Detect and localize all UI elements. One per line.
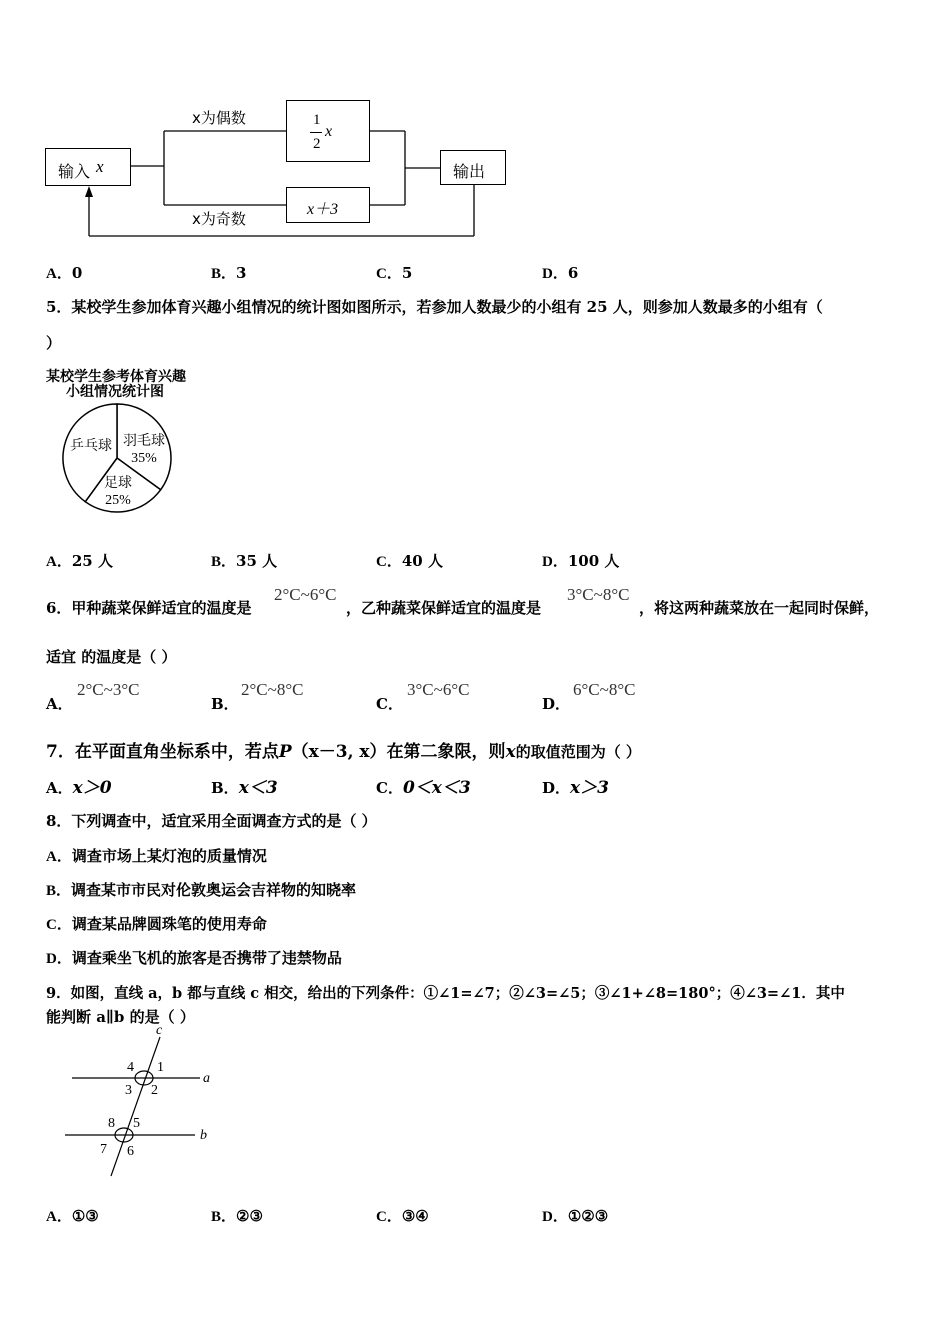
- q7-option-c[interactable]: [376, 773, 471, 798]
- option-letter: D．: [542, 554, 568, 570]
- even-process-box: [286, 100, 370, 162]
- q9-option-c[interactable]: [376, 1205, 429, 1226]
- parallel-lines-figure: [55, 1020, 225, 1180]
- option-text: 25 人: [71, 552, 113, 570]
- chart-title-line2: 小组情况统计图: [66, 384, 164, 400]
- q6-range2: 3°C~8°C: [567, 585, 630, 604]
- q7-stem-post: 的取值范围为（ ）: [515, 743, 641, 761]
- option-text: 调查某品牌圆珠笔的使用寿命: [71, 915, 267, 933]
- fraction-numerator: 1: [313, 112, 321, 128]
- q7-option-d[interactable]: [542, 773, 609, 798]
- option-text: 6: [567, 264, 579, 282]
- option-text: 3: [236, 264, 247, 282]
- q5-option-a[interactable]: [46, 550, 113, 571]
- angle-1: 1: [157, 1060, 164, 1075]
- option-text: 35 人: [236, 552, 278, 570]
- q8-option-c[interactable]: [46, 913, 267, 934]
- option-text: 调查某市市民对伦敦奥运会吉祥物的知晓率: [71, 881, 357, 899]
- q7-option-b[interactable]: [211, 773, 278, 798]
- slice-label-football: 足球: [104, 476, 132, 491]
- q7-option-a[interactable]: [46, 773, 112, 798]
- even-process-var: x: [325, 123, 333, 140]
- even-branch-label: x为偶数: [192, 109, 246, 127]
- q7-var: x: [505, 742, 516, 762]
- q4-option-a[interactable]: [46, 262, 82, 283]
- q4-option-b[interactable]: [211, 262, 246, 283]
- output-label: 输出: [453, 162, 486, 181]
- angle-3: 3: [125, 1083, 132, 1098]
- option-letter: B．: [211, 266, 237, 282]
- option-text: 调查市场上某灯泡的质量情况: [71, 847, 267, 865]
- slice-label-badminton: 羽毛球: [123, 434, 165, 449]
- option-letter: C．: [376, 266, 402, 282]
- q8-option-a[interactable]: [46, 845, 267, 866]
- output-box: [440, 150, 506, 185]
- option-text: x＜3: [238, 778, 278, 798]
- option-letter: D．: [542, 779, 571, 797]
- q6-stem-line2: 适宜 的温度是（ ）: [46, 648, 177, 666]
- input-label: 输入: [58, 162, 91, 181]
- option-text: 5: [401, 264, 413, 282]
- q5-stem-line1: 5．某校学生参加体育兴趣小组情况的统计图如图所示，若参加人数最少的小组有 25 人，则参加人数最多的小组有（: [46, 298, 823, 316]
- q7-stem-mid: 在第二象限，则: [386, 742, 506, 762]
- option-letter: C．: [376, 779, 403, 797]
- option-letter: B．: [211, 695, 239, 713]
- chart-title-line1: 某校学生参考体育兴趣: [46, 369, 186, 385]
- q5-option-d[interactable]: [542, 550, 619, 571]
- q7-stem: [46, 737, 641, 762]
- option-text: ①③: [71, 1207, 99, 1225]
- label-c: c: [156, 1023, 163, 1038]
- q6-range1: 2°C~6°C: [274, 585, 337, 604]
- option-text: x＞3: [570, 778, 609, 798]
- q6-stem-part2: ，乙种蔬菜保鲜适宜的温度是: [346, 599, 542, 617]
- q4-option-c[interactable]: [376, 262, 412, 283]
- option-text: 0＜x＜3: [402, 778, 471, 798]
- option-letter: D．: [542, 695, 571, 713]
- option-text: 2°C~8°C: [241, 680, 304, 699]
- q7-stem-pre: 7．在平面直角坐标系中，若点: [46, 742, 279, 762]
- q8-option-b[interactable]: [46, 879, 356, 900]
- q7-point: P: [278, 742, 292, 762]
- angle-2: 2: [151, 1083, 158, 1098]
- flowchart-lines: [0, 0, 950, 250]
- label-a: a: [203, 1071, 210, 1086]
- option-text: 3°C~6°C: [407, 680, 470, 699]
- angle-7: 7: [100, 1142, 107, 1157]
- q5-option-b[interactable]: [211, 550, 277, 571]
- q5-stem-line2: ）: [46, 334, 62, 352]
- option-letter: A．: [46, 1209, 72, 1225]
- input-box: [45, 148, 131, 186]
- option-letter: A．: [46, 779, 73, 797]
- q9-option-b[interactable]: [211, 1205, 263, 1226]
- angle-4: 4: [127, 1060, 134, 1075]
- option-letter: D．: [46, 951, 72, 967]
- q9-option-a[interactable]: [46, 1205, 99, 1226]
- q7-coords: （x－3, x）: [291, 742, 387, 762]
- angle-5: 5: [133, 1116, 140, 1131]
- slice-value-badminton: 35%: [131, 451, 157, 466]
- option-text: 40 人: [401, 552, 443, 570]
- q9-stem-line2: 能判断 a∥b 的是（ ）: [46, 1008, 195, 1026]
- option-letter: A．: [46, 554, 72, 570]
- odd-process-expr: x＋3: [307, 201, 339, 218]
- option-text: 调查乘坐飞机的旅客是否携带了违禁物品: [71, 949, 342, 967]
- option-text: x＞0: [72, 778, 112, 798]
- option-letter: C．: [376, 554, 402, 570]
- option-letter: C．: [46, 917, 72, 933]
- label-b: b: [200, 1128, 207, 1143]
- option-letter: C．: [376, 1209, 402, 1225]
- odd-process-box: [286, 187, 370, 223]
- q5-option-c[interactable]: [376, 550, 443, 571]
- line-c: [111, 1037, 160, 1176]
- option-letter: A．: [46, 266, 72, 282]
- q6-stem-part3: ，将这两种蔬菜放在一起同时保鲜，: [639, 599, 880, 617]
- option-letter: C．: [376, 695, 403, 713]
- option-text: 0: [71, 264, 83, 282]
- option-letter: A．: [46, 849, 72, 865]
- input-var: x: [96, 157, 104, 176]
- option-text: ②③: [236, 1207, 263, 1225]
- option-letter: B．: [211, 554, 237, 570]
- q6-stem-part1: 6．甲种蔬菜保鲜适宜的温度是: [46, 599, 252, 617]
- option-letter: B．: [46, 883, 72, 899]
- angle-8: 8: [108, 1116, 115, 1131]
- arrow-head-icon: [85, 186, 93, 197]
- pie-svg: [40, 395, 190, 520]
- option-letter: D．: [542, 266, 568, 282]
- q9-option-d[interactable]: [542, 1205, 608, 1226]
- q8-option-d[interactable]: [46, 947, 342, 968]
- option-letter: B．: [211, 779, 239, 797]
- option-letter: A．: [46, 695, 73, 713]
- option-text: 2°C~3°C: [77, 680, 140, 699]
- q4-option-d[interactable]: [542, 262, 578, 283]
- angle-6: 6: [127, 1144, 134, 1159]
- option-letter: B．: [211, 1209, 237, 1225]
- option-text: 100 人: [567, 552, 620, 570]
- slice-value-football: 25%: [105, 493, 131, 508]
- option-text: ③④: [401, 1207, 429, 1225]
- fraction-bar: [310, 132, 322, 133]
- odd-branch-label: x为奇数: [192, 210, 246, 228]
- slice-label-pingpong: 乒乓球: [70, 439, 112, 454]
- option-text: 6°C~8°C: [573, 680, 636, 699]
- option-text: ①②③: [567, 1207, 609, 1225]
- q9-stem-line1: 9．如图，直线 a，b 都与直线 c 相交，给出的下列条件：①∠1=∠7；②∠3=∠5；③∠1+∠8=180°；④∠3=∠1．其中: [46, 985, 845, 1002]
- option-letter: D．: [542, 1209, 568, 1225]
- fraction-denominator: 2: [313, 136, 321, 152]
- q8-stem: 8．下列调查中，适宜采用全面调查方式的是（ ）: [46, 812, 377, 830]
